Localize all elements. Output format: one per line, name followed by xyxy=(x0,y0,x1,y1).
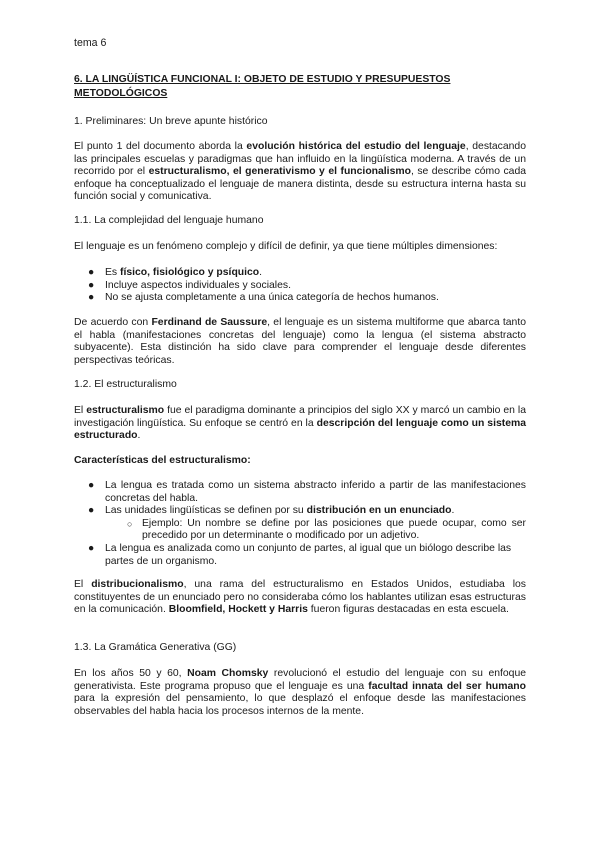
bullet-icon: ● xyxy=(88,279,95,291)
list-item: ● No se ajusta completamente a una única categoría de hechos humanos. xyxy=(88,292,439,304)
heading-estructuralismo: 1.2. El estructuralismo xyxy=(74,379,177,390)
list-item: ● Es físico, fisiológico y psíquico. xyxy=(88,267,263,278)
bullet-icon: ● xyxy=(88,480,95,491)
paragraph-complejidad-intro: El lenguaje es un fenómeno complejo y difícil de definir, ya que tiene múltiples dimensiones: xyxy=(74,241,498,252)
subheading-caracteristicas: Características del estructuralismo: xyxy=(74,455,251,466)
bullet-icon: ● xyxy=(88,292,95,304)
list-item: ● La lengua es tratada como un sistema abstracto inferido a partir de las manifestaciones concretas del habla. xyxy=(88,480,526,504)
heading-complejidad: 1.1. La complejidad del lenguaje humano xyxy=(74,215,264,226)
paragraph-saussure: De acuerdo con Ferdinand de Saussure, el lenguaje es un sistema multiforme que abarca tanto el habla (manifestaciones concretas del lenguaje) como la lengua (el sistema abstracto subyacente). Esta distinción ha sido clave para comprender el lenguaje desde diferentes perspectivas teóricas. xyxy=(74,317,526,366)
list-item: ● Incluye aspectos individuales y sociales. xyxy=(88,279,291,291)
list-subitem: ○ Ejemplo: Un nombre se define por las posiciones que puede ocupar, como ser precedido por un determinante o modificado por un adjetivo. xyxy=(127,517,526,542)
list-item: ● Las unidades lingüísticas se definen por su distribución en un enunciado. xyxy=(88,505,455,517)
section-title: 6. LA LINGÜÍSTICA FUNCIONAL I: OBJETO DE ESTUDIO Y PRESUPUESTOS METODOLÓGICOS xyxy=(74,74,451,99)
paragraph-preliminares: El punto 1 del documento aborda la evolución histórica del estudio del lenguaje, destacando las principales escuelas y paradigmas que han influido en la lingüística moderna. A través de un recorrido por el estructuralismo, el generativismo y el funcionalismo, se describe cómo cada enfoque ha conceptualizado el lenguaje de manera distinta, desde su estructura interna hasta su función social y comunicativa. xyxy=(74,141,527,203)
paragraph-estructuralismo: El estructuralismo fue el paradigma dominante a principios del siglo XX y marcó un cambio en la investigación lingüística. Su enfoque se centró en la descripción del lenguaje como un sistema estructurado. xyxy=(74,405,526,442)
bullet-icon: ● xyxy=(88,542,95,554)
subbullet-icon: ○ xyxy=(127,518,133,529)
bullet-list-caracteristicas xyxy=(88,480,526,568)
list-item: ● La lengua es analizada como un conjunto de partes, al igual que un biólogo describe las partes de un organismo. xyxy=(88,542,512,567)
heading-gramatica-generativa: 1.3. La Gramática Generativa (GG) xyxy=(74,642,237,653)
paragraph-distribucionalismo: El distribucionalismo, una rama del estructuralismo en Estados Unidos, estudiaba los constituyentes de un enunciado pero no consideraba cómo los hablantes utilizan esas estructuras en la comunicación. Bloomfield, Hockett y Harris fueron figuras destacadas en esta escuela. xyxy=(74,579,526,616)
bullet-icon: ● xyxy=(88,505,95,517)
page-header: tema 6 xyxy=(74,37,107,49)
heading-preliminares: 1. Preliminares: Un breve apunte histórico xyxy=(74,116,268,127)
bullet-icon: ● xyxy=(88,267,95,278)
paragraph-gramatica-generativa: En los años 50 y 60, Noam Chomsky revolucionó el estudio del lenguaje con su enfoque generativista. Este programa propuso que el lenguaje es una facultad innata del ser humano para la expresión del pensamiento, lo que desplazó el enfoque desde las manifestaciones observables del habla hacia los procesos internos de la mente. xyxy=(74,668,527,717)
bullet-list-dimensiones xyxy=(88,267,526,305)
